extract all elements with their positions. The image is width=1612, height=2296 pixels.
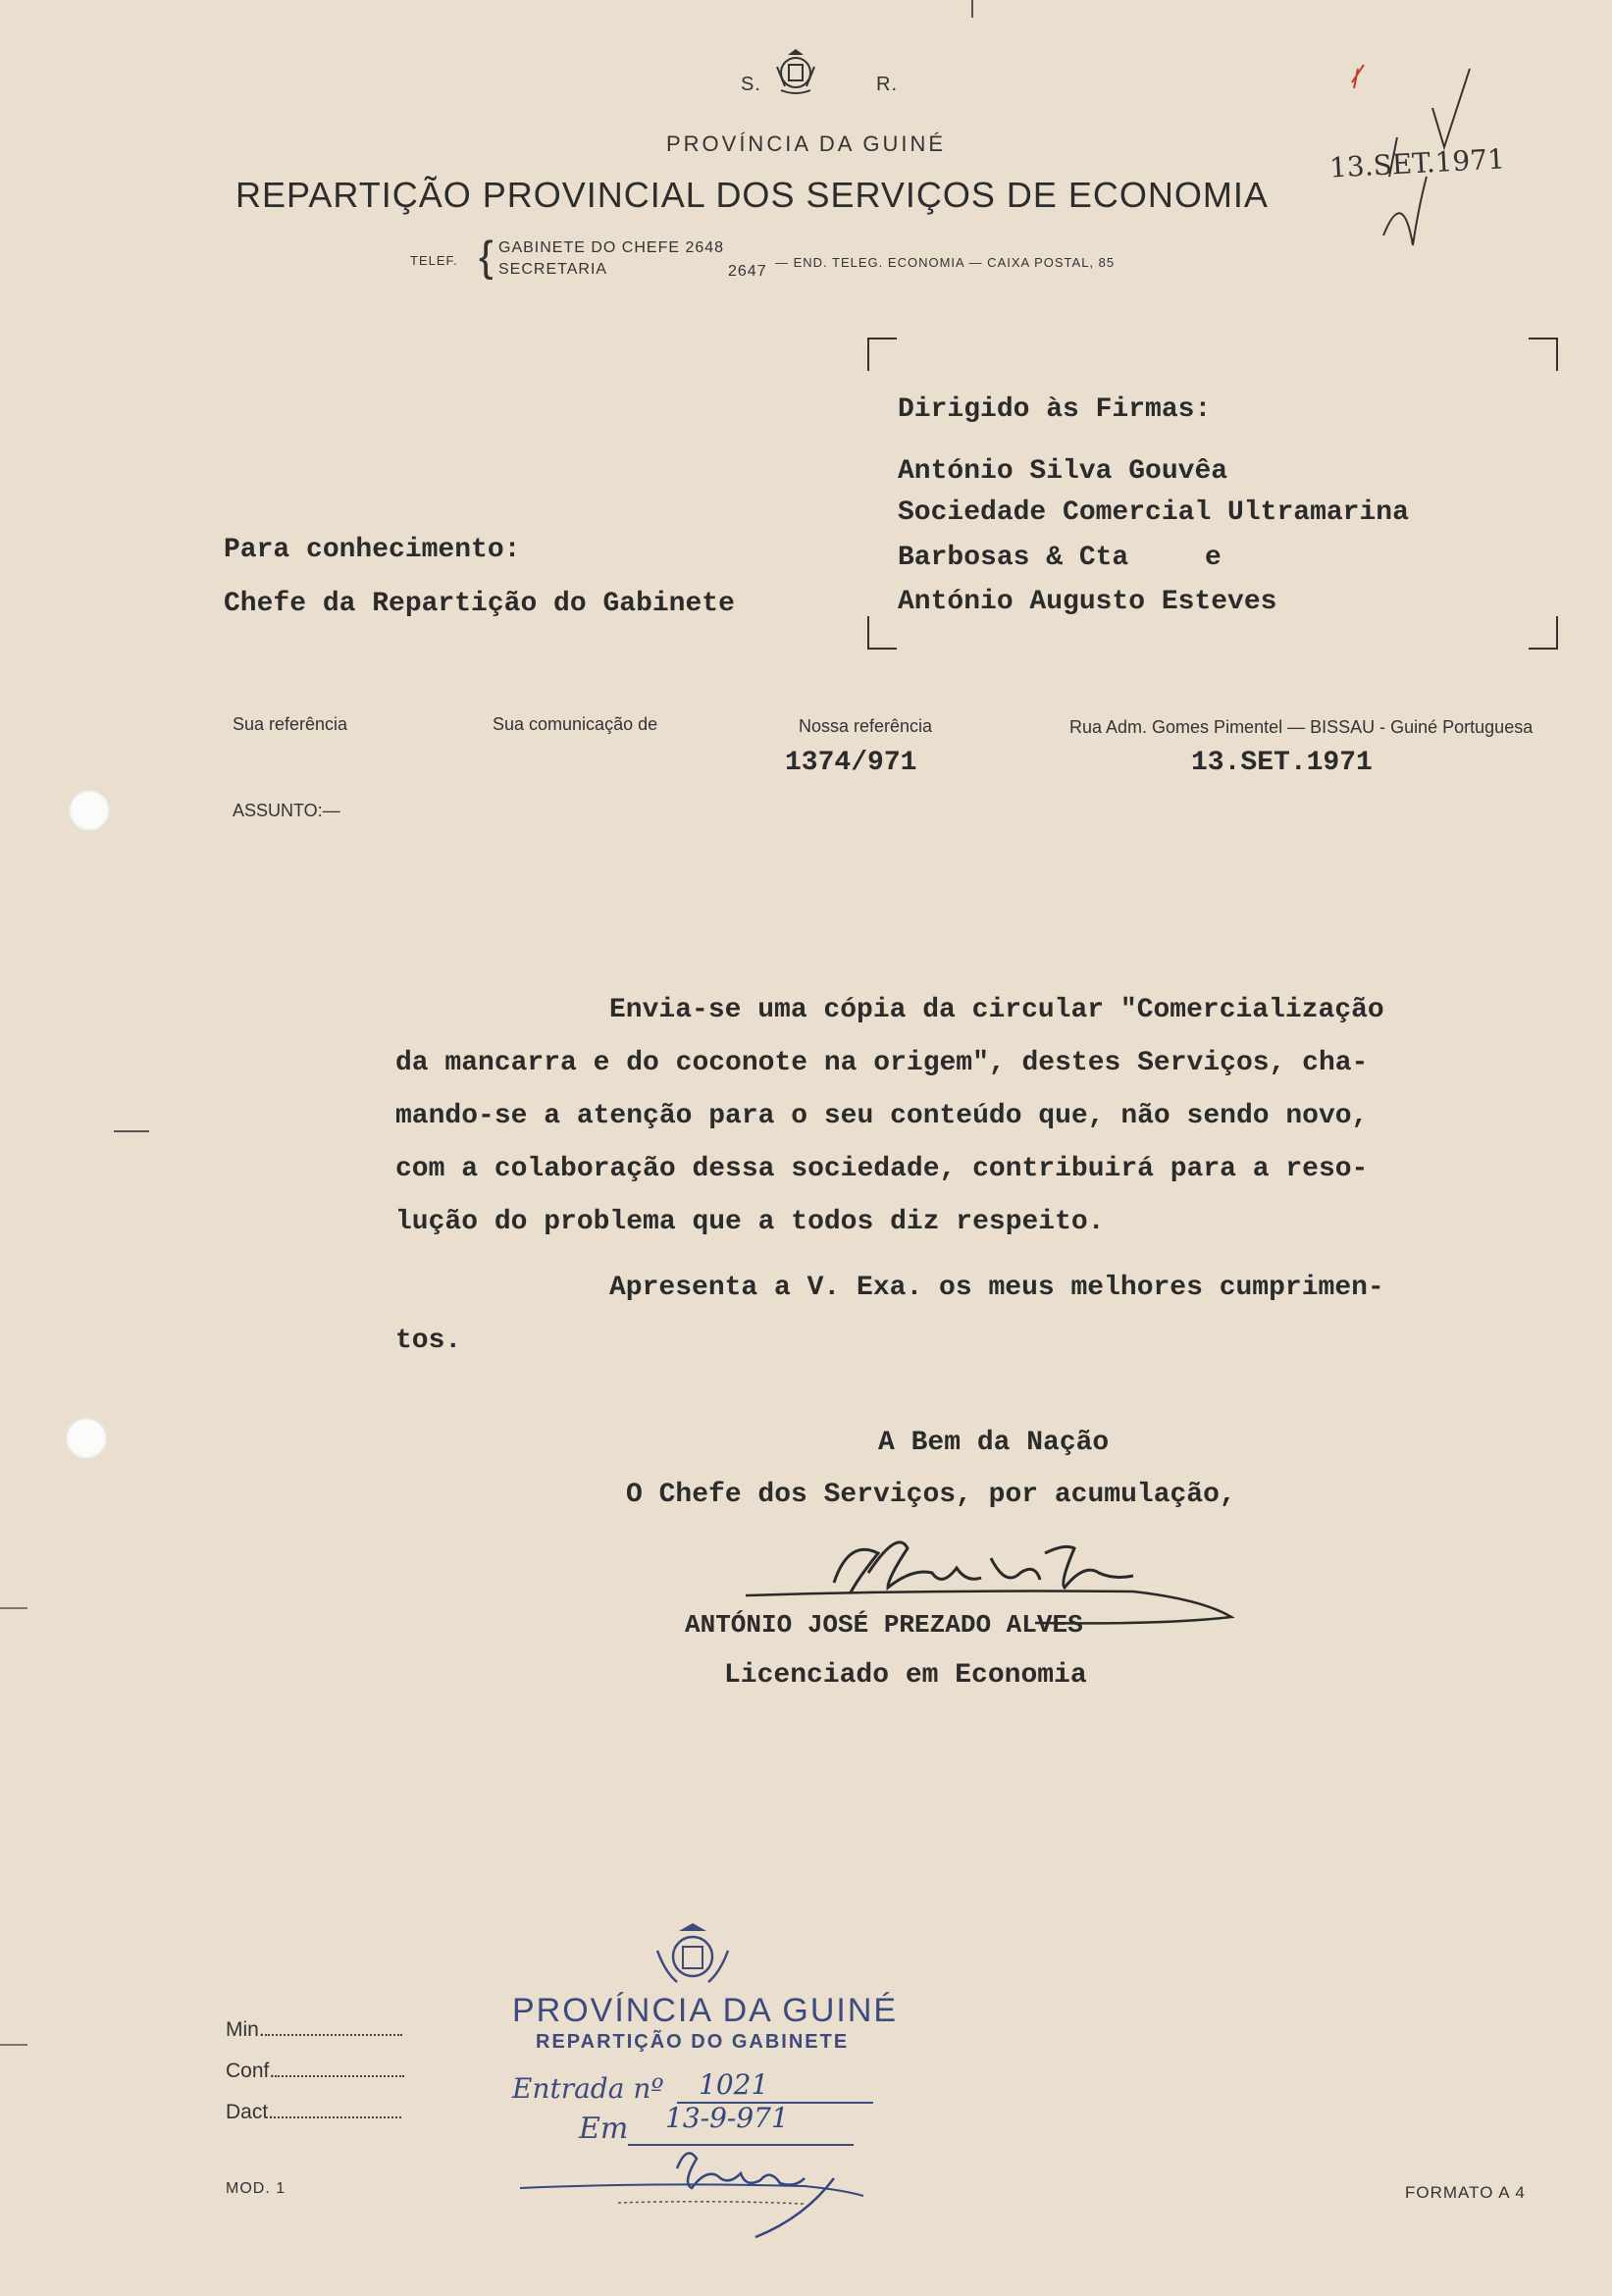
dact-field <box>226 2099 401 2124</box>
secretaria-number: 2647 <box>728 263 767 280</box>
body-line: mando-se a atenção para o seu conteúdo que, não sendo novo, <box>395 1101 1369 1131</box>
brace-glyph: { <box>479 233 494 281</box>
addressee-firm: Barbosas & Cta <box>898 543 1129 573</box>
closing-salutation: A Bem da Nação <box>878 1428 1110 1458</box>
stamp-signature <box>510 2139 883 2252</box>
fold-mark <box>0 2044 27 2046</box>
formato-label: FORMATO A 4 <box>1405 2183 1526 2202</box>
min-label: Min. <box>226 2018 265 2041</box>
stamp-em-value: 13-9-971 <box>665 2102 789 2134</box>
body-paragraph-1 <box>395 984 1524 1249</box>
assunto-label: ASSUNTO:— <box>233 801 340 820</box>
min-field <box>226 2016 402 2042</box>
closing-role: O Chefe dos Serviços, por acumulação, <box>626 1480 1236 1510</box>
sua-comunicacao-label: Sua comunicação de <box>493 714 658 734</box>
body-line: da mancarra e do coconote na origem", destes Serviços, cha- <box>395 1048 1369 1078</box>
coat-of-arms-icon <box>771 47 820 101</box>
stamp-entrada-label: Entrada nº <box>512 2072 664 2105</box>
address-corner-bl <box>867 616 897 650</box>
address-corner-tl <box>867 338 897 371</box>
punch-hole <box>66 1418 107 1459</box>
header-right-initial: R. <box>876 74 898 95</box>
body-line: Envia-se uma cópia da circular "Comercialização <box>609 995 1384 1025</box>
department-title: REPARTIÇÃO PROVINCIAL DOS SERVIÇOS DE ECONOMIA <box>235 175 1269 215</box>
telef-label: TELEF. <box>410 253 458 268</box>
stamp-province: PROVÍNCIA DA GUINÉ <box>512 1992 899 2029</box>
addressee-firm: António Augusto Esteves <box>898 587 1277 617</box>
body-line: com a colaboração dessa sociedade, contribuirá para a reso- <box>395 1154 1369 1184</box>
fold-mark <box>0 1607 27 1609</box>
address-corner-br <box>1529 616 1558 650</box>
date-value: 13.SET.1971 <box>1191 748 1373 778</box>
for-knowledge-recipient: Chefe da Repartição do Gabinete <box>224 589 735 619</box>
conf-label: Conf. <box>226 2060 276 2082</box>
province-title: PROVÍNCIA DA GUINÉ <box>665 131 947 156</box>
address-label: Rua Adm. Gomes Pimentel — BISSAU - Guiné Portuguesa <box>1069 717 1534 737</box>
for-knowledge-label: Para conhecimento: <box>224 535 521 565</box>
addressee-firm: Sociedade Comercial Ultramarina <box>898 497 1409 528</box>
stamp-department: REPARTIÇÃO DO GABINETE <box>536 2031 850 2053</box>
stamp-crest-icon <box>648 1921 738 1997</box>
nossa-referencia-value: 1374/971 <box>785 748 917 778</box>
stamp-entrada-value: 1021 <box>699 2068 769 2101</box>
gabinete-line: GABINETE DO CHEFE 2648 <box>498 239 725 256</box>
dact-label: Dact. <box>226 2101 275 2123</box>
stamp-em-label: Em <box>579 2112 629 2146</box>
telegraph-line: — END. TELEG. ECONOMIA — CAIXA POSTAL, 85 <box>775 255 1116 270</box>
addressee-conjunction: e <box>1205 543 1222 573</box>
signatory-title: Licenciado em Economia <box>724 1660 1087 1691</box>
conf-field <box>226 2058 404 2083</box>
addressee-heading: Dirigido às Firmas: <box>898 394 1212 425</box>
body-line: Apresenta a V. Exa. os meus melhores cumprimen- <box>609 1273 1384 1303</box>
address-corner-tr <box>1529 338 1558 371</box>
received-date-stamp: 13.SET.1971 <box>1328 142 1506 184</box>
secretaria-label: SECRETARIA <box>498 261 608 278</box>
body-line: lução do problema que a todos diz respeito. <box>395 1207 1105 1237</box>
punch-hole <box>69 790 110 831</box>
body-paragraph-2 <box>395 1262 1524 1368</box>
sua-referencia-label: Sua referência <box>233 714 348 734</box>
signatory-name: ANTÓNIO JOSÉ PREZADO ALVES <box>685 1610 1083 1640</box>
fold-mark <box>971 0 973 18</box>
header-left-initial: S. <box>741 74 761 95</box>
addressee-firm: António Silva Gouvêa <box>898 456 1228 487</box>
nossa-referencia-label: Nossa referência <box>799 716 933 736</box>
fold-mark <box>114 1130 149 1132</box>
mod-label: MOD. 1 <box>226 2180 286 2197</box>
body-line: tos. <box>395 1326 462 1356</box>
